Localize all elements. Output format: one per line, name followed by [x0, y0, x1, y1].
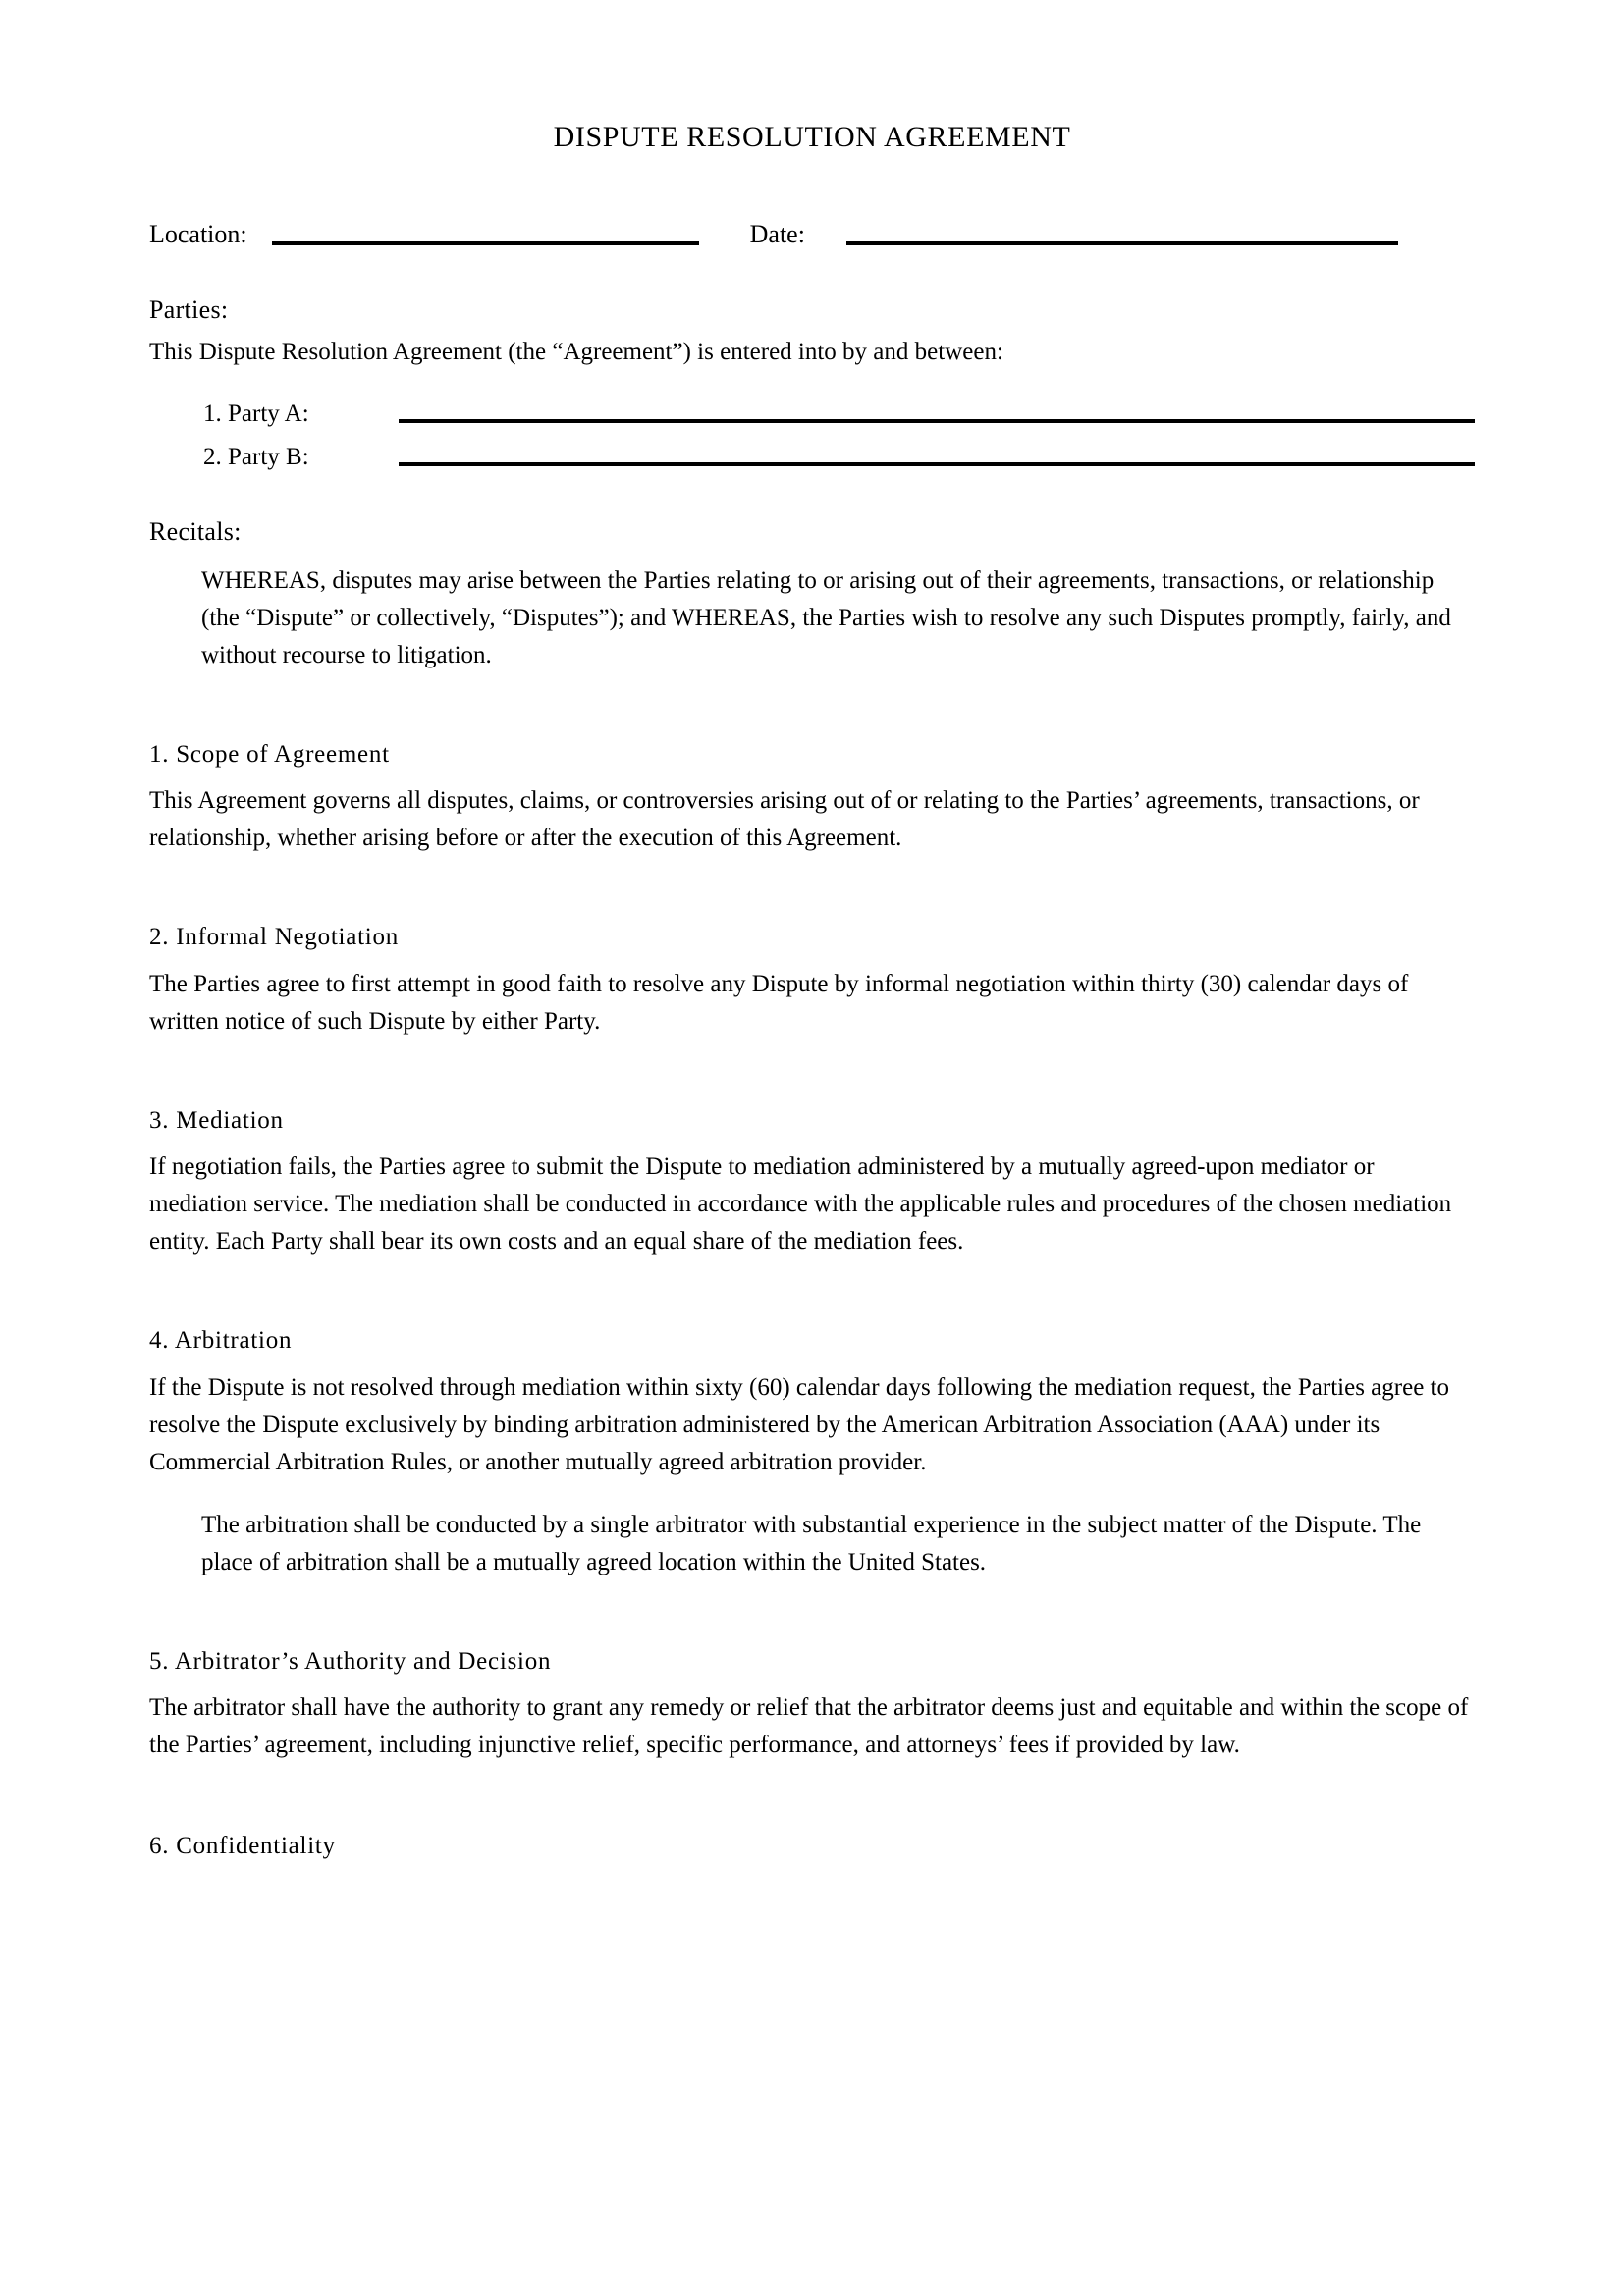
section-heading: 5. Arbitrator’s Authority and Decision — [149, 1647, 552, 1675]
section-subparagraph: The arbitration shall be conducted by a single arbitrator with substantial experience in the subject matter of the Dispute. The place of arbitration shall be a mutually agreed location within the United States. — [201, 1511, 1422, 1575]
section-mediation — [149, 1105, 1475, 1261]
party-row — [149, 428, 1475, 471]
parties-lead-in: This Dispute Resolution Agreement (the “Agreement”) is entered into by and between: — [149, 339, 1003, 366]
section-heading: 4. Arbitration — [149, 1327, 293, 1355]
section-body: The Parties agree to first attempt in good faith to resolve any Dispute by informal negotiation within thirty (30) calendar days of written notice of such Dispute by either Party. — [149, 970, 1409, 1035]
location-date-row — [149, 212, 1475, 249]
date-label: Date: — [749, 220, 805, 249]
parties-heading: Parties: — [149, 295, 229, 324]
party-list — [149, 385, 1475, 471]
section-heading: 2. Informal Negotiation — [149, 924, 399, 951]
section-scope-of-agreement — [149, 739, 1475, 858]
page-title: DISPUTE RESOLUTION AGREEMENT — [553, 121, 1071, 153]
section-body: If the Dispute is not resolved through mediation within sixty (60) calendar days following the mediation request, the Parties agree to resolve the Dispute exclusively by binding arbitration administered by the American Arbitration Association (AAA) under its Commercial Arbitration Rules, or another mutually agreed arbitration provider. — [149, 1373, 1449, 1475]
party-row — [149, 385, 1475, 428]
section-arbitration — [149, 1325, 1475, 1581]
section-heading: 6. Confidentiality — [149, 1833, 336, 1860]
section-heading: 3. Mediation — [149, 1106, 284, 1134]
party-b-label: 2. Party B: — [203, 444, 309, 471]
party-b-input-line[interactable] — [399, 462, 1475, 466]
date-input-line[interactable] — [846, 241, 1398, 245]
section-body: This Agreement governs all disputes, claims, or controversies arising out of or relating to the Parties’ agreements, transactions, or relationship, whether arising before or after the execution of this Agreement. — [149, 787, 1420, 852]
section-arbitrator-authority — [149, 1646, 1475, 1765]
section-body: If negotiation fails, the Parties agree to submit the Dispute to mediation administered by a mutually agreed-upon mediator or mediation service. The mediation shall be conducted in accordance with the applicable rules and procedures of the chosen mediation entity. Each Party shall bear its own costs and an equal share of the mediation fees. — [149, 1153, 1452, 1255]
location-label: Location: — [149, 220, 247, 249]
section-heading: 1. Scope of Agreement — [149, 740, 390, 768]
section-informal-negotiation — [149, 922, 1475, 1041]
section-body: The arbitrator shall have the authority to grant any remedy or relief that the arbitrator deems just and equitable and within the scope of the Parties’ agreement, including injunctive relief, specific performance, and attorneys’ fees if provided by law. — [149, 1694, 1469, 1759]
party-a-label: 1. Party A: — [203, 400, 309, 428]
recitals-heading: Recitals: — [149, 516, 242, 546]
section-confidentiality — [149, 1831, 1475, 1863]
party-a-input-line[interactable] — [399, 419, 1475, 423]
location-input-line[interactable] — [272, 241, 699, 245]
recitals-text: WHEREAS, disputes may arise between the Parties relating to or arising out of their agreements, transactions, or relationship (the “Dispute” or collectively, “Disputes”); and WHEREAS, the Parties wish to resolve any such Disputes promptly, fairly, and without recourse to litigation. — [201, 566, 1451, 668]
